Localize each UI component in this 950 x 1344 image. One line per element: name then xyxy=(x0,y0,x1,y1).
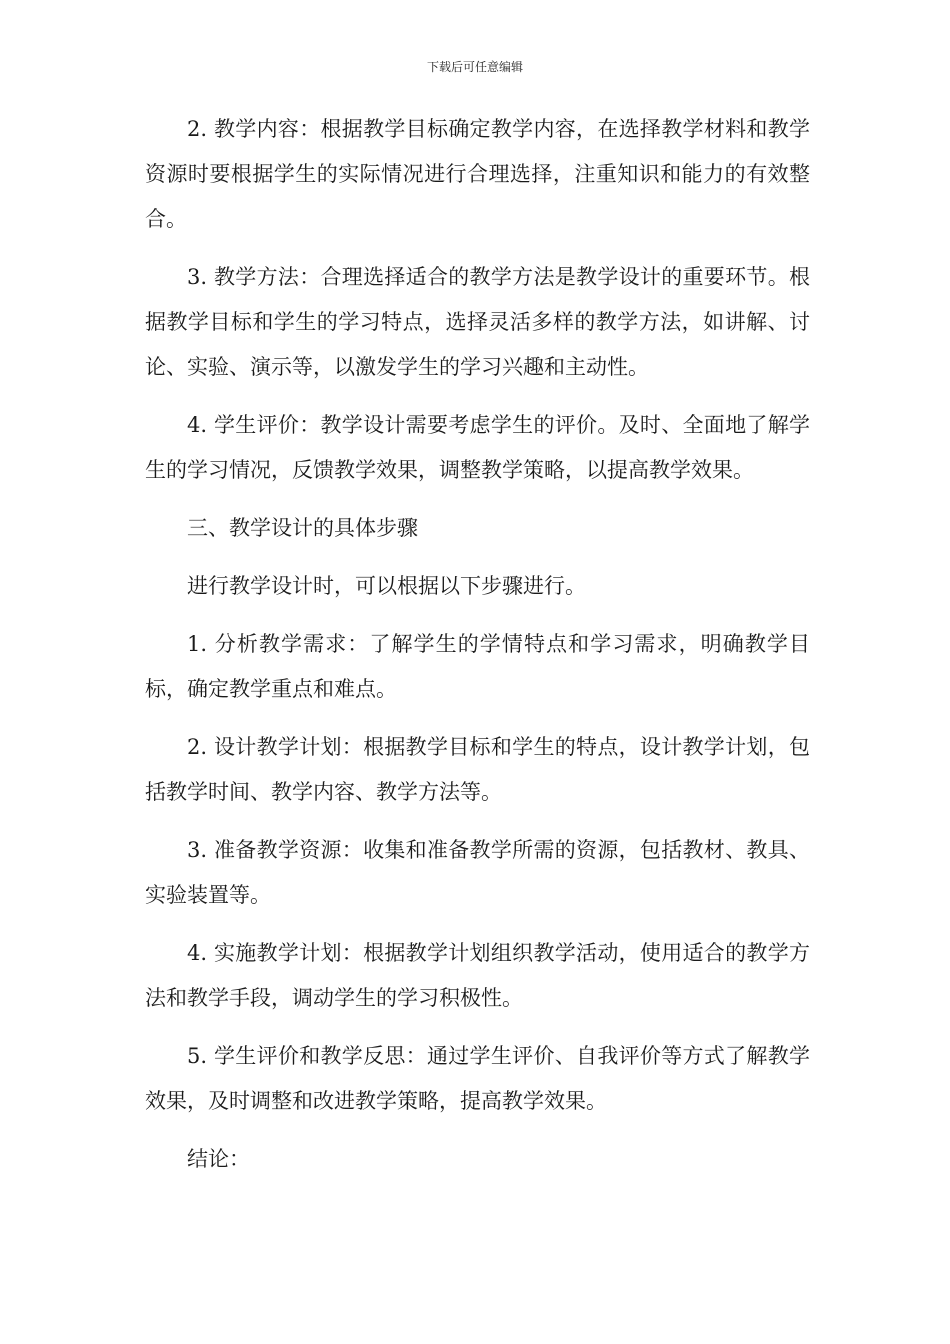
paragraph-teaching-method: 3. 教学方法：合理选择适合的教学方法是教学设计的重要环节。根据教学目标和学生的学习特点，选择灵活多样的教学方法，如讲解、讨论、实验、演示等，以激发学生的学习兴趣和主动性。 xyxy=(145,265,810,379)
document-body xyxy=(145,107,810,1195)
page-header-note: 下载后可任意编辑 xyxy=(426,60,523,74)
paragraph-step-1: 1. 分析教学需求：了解学生的学情特点和学习需求，明确教学目标，确定教学重点和难点。 xyxy=(145,632,810,701)
paragraph-student-evaluation: 4. 学生评价：教学设计需要考虑学生的评价。及时、全面地了解学生的学习情况，反馈教学效果，调整教学策略，以提高教学效果。 xyxy=(145,413,810,482)
paragraph-step-2: 2. 设计教学计划：根据教学目标和学生的特点，设计教学计划，包括教学时间、教学内容、教学方法等。 xyxy=(145,735,810,804)
paragraph-steps-intro: 进行教学设计时，可以根据以下步骤进行。 xyxy=(187,574,586,598)
paragraph-teaching-content: 2. 教学内容：根据教学目标确定教学内容，在选择教学材料和教学资源时要根据学生的实际情况进行合理选择，注重知识和能力的有效整合。 xyxy=(145,117,810,231)
paragraph-step-3: 3. 准备教学资源：收集和准备教学所需的资源，包括教材、教具、实验装置等。 xyxy=(145,838,810,907)
paragraph-step-4: 4. 实施教学计划：根据教学计划组织教学活动，使用适合的教学方法和教学手段，调动学生的学习积极性。 xyxy=(145,941,810,1010)
paragraph-conclusion-heading: 结论： xyxy=(187,1147,250,1171)
section-heading-steps: 三、教学设计的具体步骤 xyxy=(187,516,418,540)
paragraph-step-5: 5. 学生评价和教学反思：通过学生评价、自我评价等方式了解教学效果，及时调整和改进教学策略，提高教学效果。 xyxy=(145,1044,810,1113)
